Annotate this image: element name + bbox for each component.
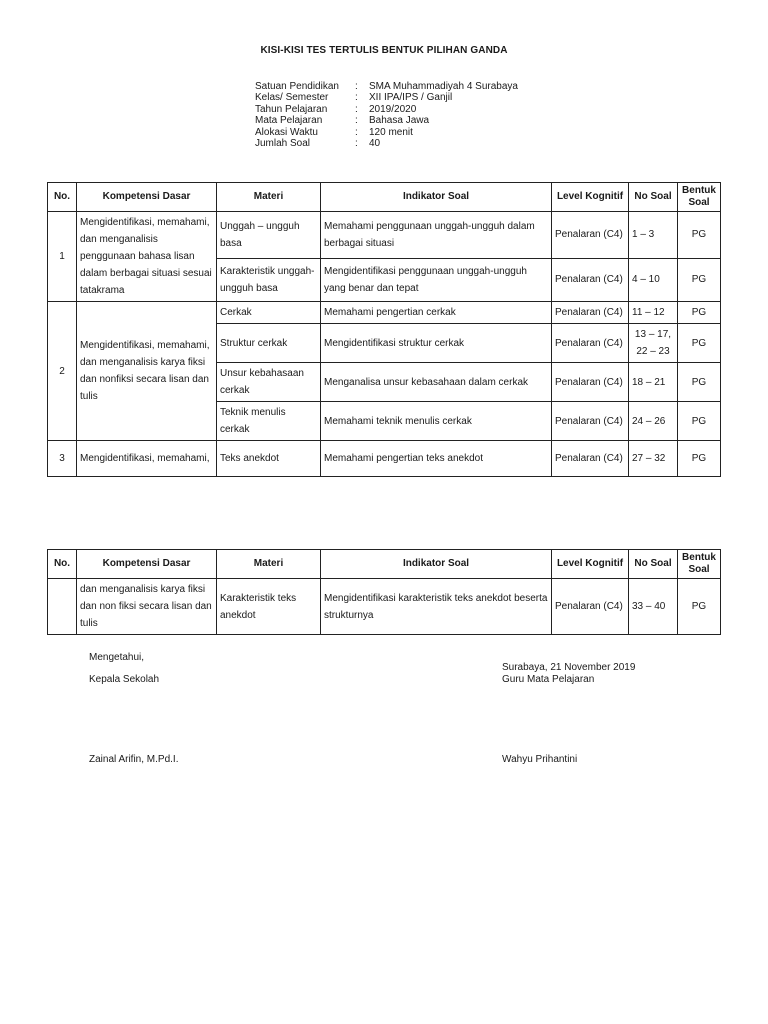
info-colon: : [355,138,358,150]
info-colon: : [355,103,358,115]
signature-right-line1: Surabaya, 21 November 2019 [502,662,636,673]
cell-bentuk: PG [678,402,721,441]
cell-materi: Struktur cerkak [217,324,321,363]
cell-indikator: Menganalisa unsur kebasahaan dalam cerkak [321,363,552,402]
kisi-table-2 [47,549,721,635]
header-level-kognitif: Level Kognitif [552,183,629,212]
info-colon: : [355,81,358,92]
header-no-soal: No Soal [629,183,678,212]
header-level-kognitif: Level Kognitif [552,550,629,579]
cell-no-soal: 4 – 10 [629,258,678,301]
cell-indikator: Mengidentifikasi penggunaan unggah-ungguh yang benar dan tepat [321,258,552,301]
cell-no: 1 [48,212,77,302]
info-value: 2019/2020 [369,103,417,115]
cell-indikator: Memahami teknik menulis cerkak [321,402,552,441]
cell-no-soal: 18 – 21 [629,363,678,402]
info-colon: : [355,115,358,127]
info-label: Satuan Pendidikan [255,81,339,92]
cell-indikator: Memahami pengertian teks anekdot [321,441,552,477]
cell-no-soal: 11 – 12 [629,302,678,324]
signature-left-name: Zainal Arifin, M.Pd.I. [89,754,179,765]
cell-no-soal: 1 – 3 [629,212,678,259]
cell-materi: Karakteristik unggah-ungguh basa [217,258,321,301]
cell-level: Penalaran (C4) [552,363,629,402]
cell-materi: Teks anekdot [217,441,321,477]
cell-indikator: Mengidentifikasi karakteristik teks anekdot beserta strukturnya [321,579,552,635]
cell-indikator: Memahami pengertian cerkak [321,302,552,324]
info-value: 40 [369,138,381,150]
cell-bentuk: PG [678,324,721,363]
header-kompetensi-dasar: Kompetensi Dasar [77,183,217,212]
cell-no-soal: 27 – 32 [629,441,678,477]
info-row [255,81,518,92]
cell-bentuk: PG [678,212,721,259]
table-row [48,212,721,259]
identity-info [255,81,518,149]
header-bentuk-soal: Bentuk Soal [678,550,721,579]
cell-materi: Teknik menulis cerkak [217,402,321,441]
cell-no: 3 [48,441,77,477]
table-row [48,302,721,324]
header-no-soal: No Soal [629,550,678,579]
cell-materi: Karakteristik teks anekdot [217,579,321,635]
info-row [255,138,518,149]
cell-kompetensi-dasar: Mengidentifikasi, memahami, [77,441,217,477]
header-materi: Materi [217,550,321,579]
info-label: Jumlah Soal [255,138,311,150]
info-value: 120 menit [369,126,413,138]
signature-left-line2: Kepala Sekolah [89,674,160,685]
cell-level: Penalaran (C4) [552,324,629,363]
header-no: No. [48,550,77,579]
info-row [255,127,518,138]
info-row [255,104,518,115]
cell-no: 2 [48,302,77,441]
cell-kompetensi-dasar: dan menganalisis karya fiksi dan non fiksi secara lisan dan tulis [77,579,217,635]
header-no: No. [48,183,77,212]
cell-no-soal: 13 – 17, 22 – 23 [629,324,678,363]
cell-bentuk: PG [678,579,721,635]
header-bentuk-soal: Bentuk Soal [678,183,721,212]
signature-right-name: Wahyu Prihantini [502,754,578,765]
info-value: XII IPA/IPS / Ganjil [369,92,453,104]
kisi-table-1 [47,182,721,477]
info-label: Kelas/ Semester [255,92,329,104]
header-kompetensi-dasar: Kompetensi Dasar [77,550,217,579]
cell-level: Penalaran (C4) [552,402,629,441]
cell-bentuk: PG [678,258,721,301]
info-label: Alokasi Waktu [255,126,318,138]
cell-level: Penalaran (C4) [552,258,629,301]
cell-kompetensi-dasar: Mengidentifikasi, memahami, dan menganalisis karya fiksi dan nonfiksi secara lisan dan tulis [77,302,217,441]
cell-kompetensi-dasar: Mengidentifikasi, memahami, dan menganalisis penggunaan bahasa lisan dalam berbagai situasi sesuai tatakrama [77,212,217,302]
cell-indikator: Mengidentifikasi struktur cerkak [321,324,552,363]
info-label: Tahun Pelajaran [255,103,328,115]
cell-level: Penalaran (C4) [552,441,629,477]
signature-right-line2: Guru Mata Pelajaran [502,674,595,685]
cell-bentuk: PG [678,363,721,402]
cell-level: Penalaran (C4) [552,212,629,259]
info-colon: : [355,92,358,104]
table-header-row [48,550,721,579]
cell-materi: Unggah – ungguh basa [217,212,321,259]
table-row [48,579,721,635]
info-row [255,115,518,126]
table-row [48,441,721,477]
cell-no-soal: 33 – 40 [629,579,678,635]
cell-bentuk: PG [678,302,721,324]
cell-no-soal: 24 – 26 [629,402,678,441]
info-row [255,92,518,103]
info-value: SMA Muhammadiyah 4 Surabaya [369,81,518,92]
cell-materi: Unsur kebahasaan cerkak [217,363,321,402]
info-value: Bahasa Jawa [369,115,430,127]
cell-indikator: Memahami penggunaan unggah-ungguh dalam berbagai situasi [321,212,552,259]
header-materi: Materi [217,183,321,212]
header-indikator-soal: Indikator Soal [321,550,552,579]
info-label: Mata Pelajaran [255,115,323,127]
cell-level: Penalaran (C4) [552,579,629,635]
table-header-row [48,183,721,212]
cell-no [48,579,77,635]
info-colon: : [355,126,358,138]
cell-materi: Cerkak [217,302,321,324]
document-title: KISI-KISI TES TERTULIS BENTUK PILIHAN GANDA [260,45,508,56]
cell-level: Penalaran (C4) [552,302,629,324]
header-indikator-soal: Indikator Soal [321,183,552,212]
signature-left-line1: Mengetahui, [89,652,145,663]
cell-bentuk: PG [678,441,721,477]
